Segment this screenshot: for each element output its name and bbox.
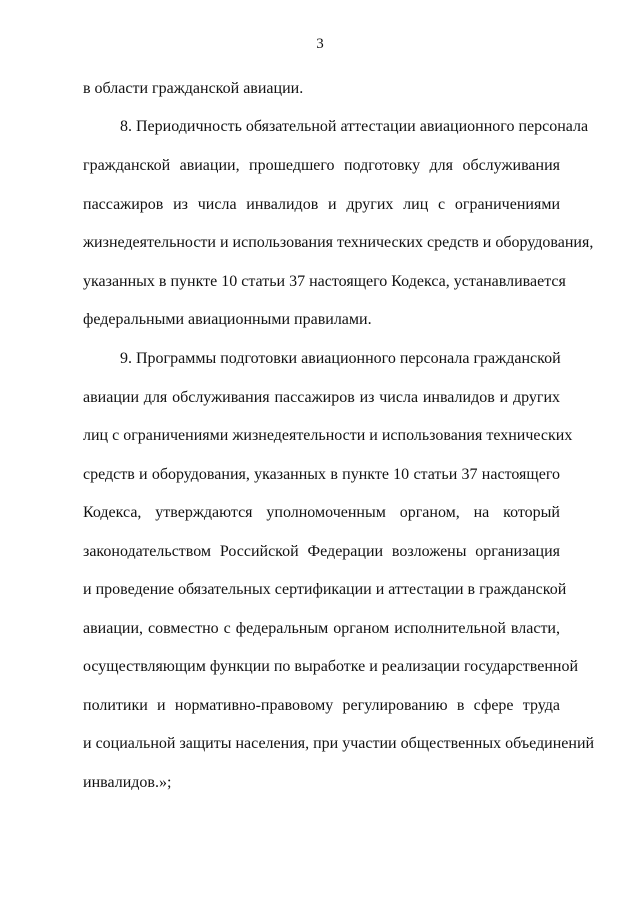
paragraph-8-line: 8. Периодичность обязательной аттестации авиационного персонала <box>120 118 589 135</box>
page-number: 3 <box>316 36 324 52</box>
paragraph-9-line: политики и нормативно-правовому регулированию в сфере труда <box>83 697 560 714</box>
paragraph-9-line: авиации, совместно с федеральным органом исполнительной власти, <box>83 620 560 637</box>
paragraph-8-line: пассажиров из числа инвалидов и других лиц с ограничениями <box>83 196 560 213</box>
paragraph-8-line: гражданской авиации, прошедшего подготовку для обслуживания <box>83 157 560 174</box>
paragraph-9-line: лиц с ограничениями жизнедеятельности и использования технических <box>83 427 573 444</box>
paragraph-9-line: авиации для обслуживания пассажиров из числа инвалидов и других <box>83 389 560 406</box>
paragraph-9-line: законодательством Российской Федерации возложены организация <box>83 543 560 560</box>
paragraph-8-line: федеральными авиационными правилами. <box>83 311 372 328</box>
paragraph-8-line: жизнедеятельности и использования технических средств и оборудования, <box>83 234 594 251</box>
intro-line: в области гражданской авиации. <box>83 80 304 97</box>
paragraph-9-line: инвалидов.»; <box>83 774 172 791</box>
paragraph-9-line: осуществляющим функции по выработке и реализации государственной <box>83 658 578 675</box>
paragraph-9-line: и социальной защиты населения, при участии общественных объединений <box>83 735 595 752</box>
paragraph-9-line: средств и оборудования, указанных в пункте 10 статьи 37 настоящего <box>83 466 560 483</box>
paragraph-9-line: 9. Программы подготовки авиационного персонала гражданской <box>120 350 561 367</box>
paragraph-8-line: указанных в пункте 10 статьи 37 настоящего Кодекса, устанавливается <box>83 273 566 290</box>
paragraph-9-line: и проведение обязательных сертификации и аттестации в гражданской <box>83 581 567 598</box>
paragraph-9-line: Кодекса, утверждаются уполномоченным органом, на который <box>83 504 560 521</box>
